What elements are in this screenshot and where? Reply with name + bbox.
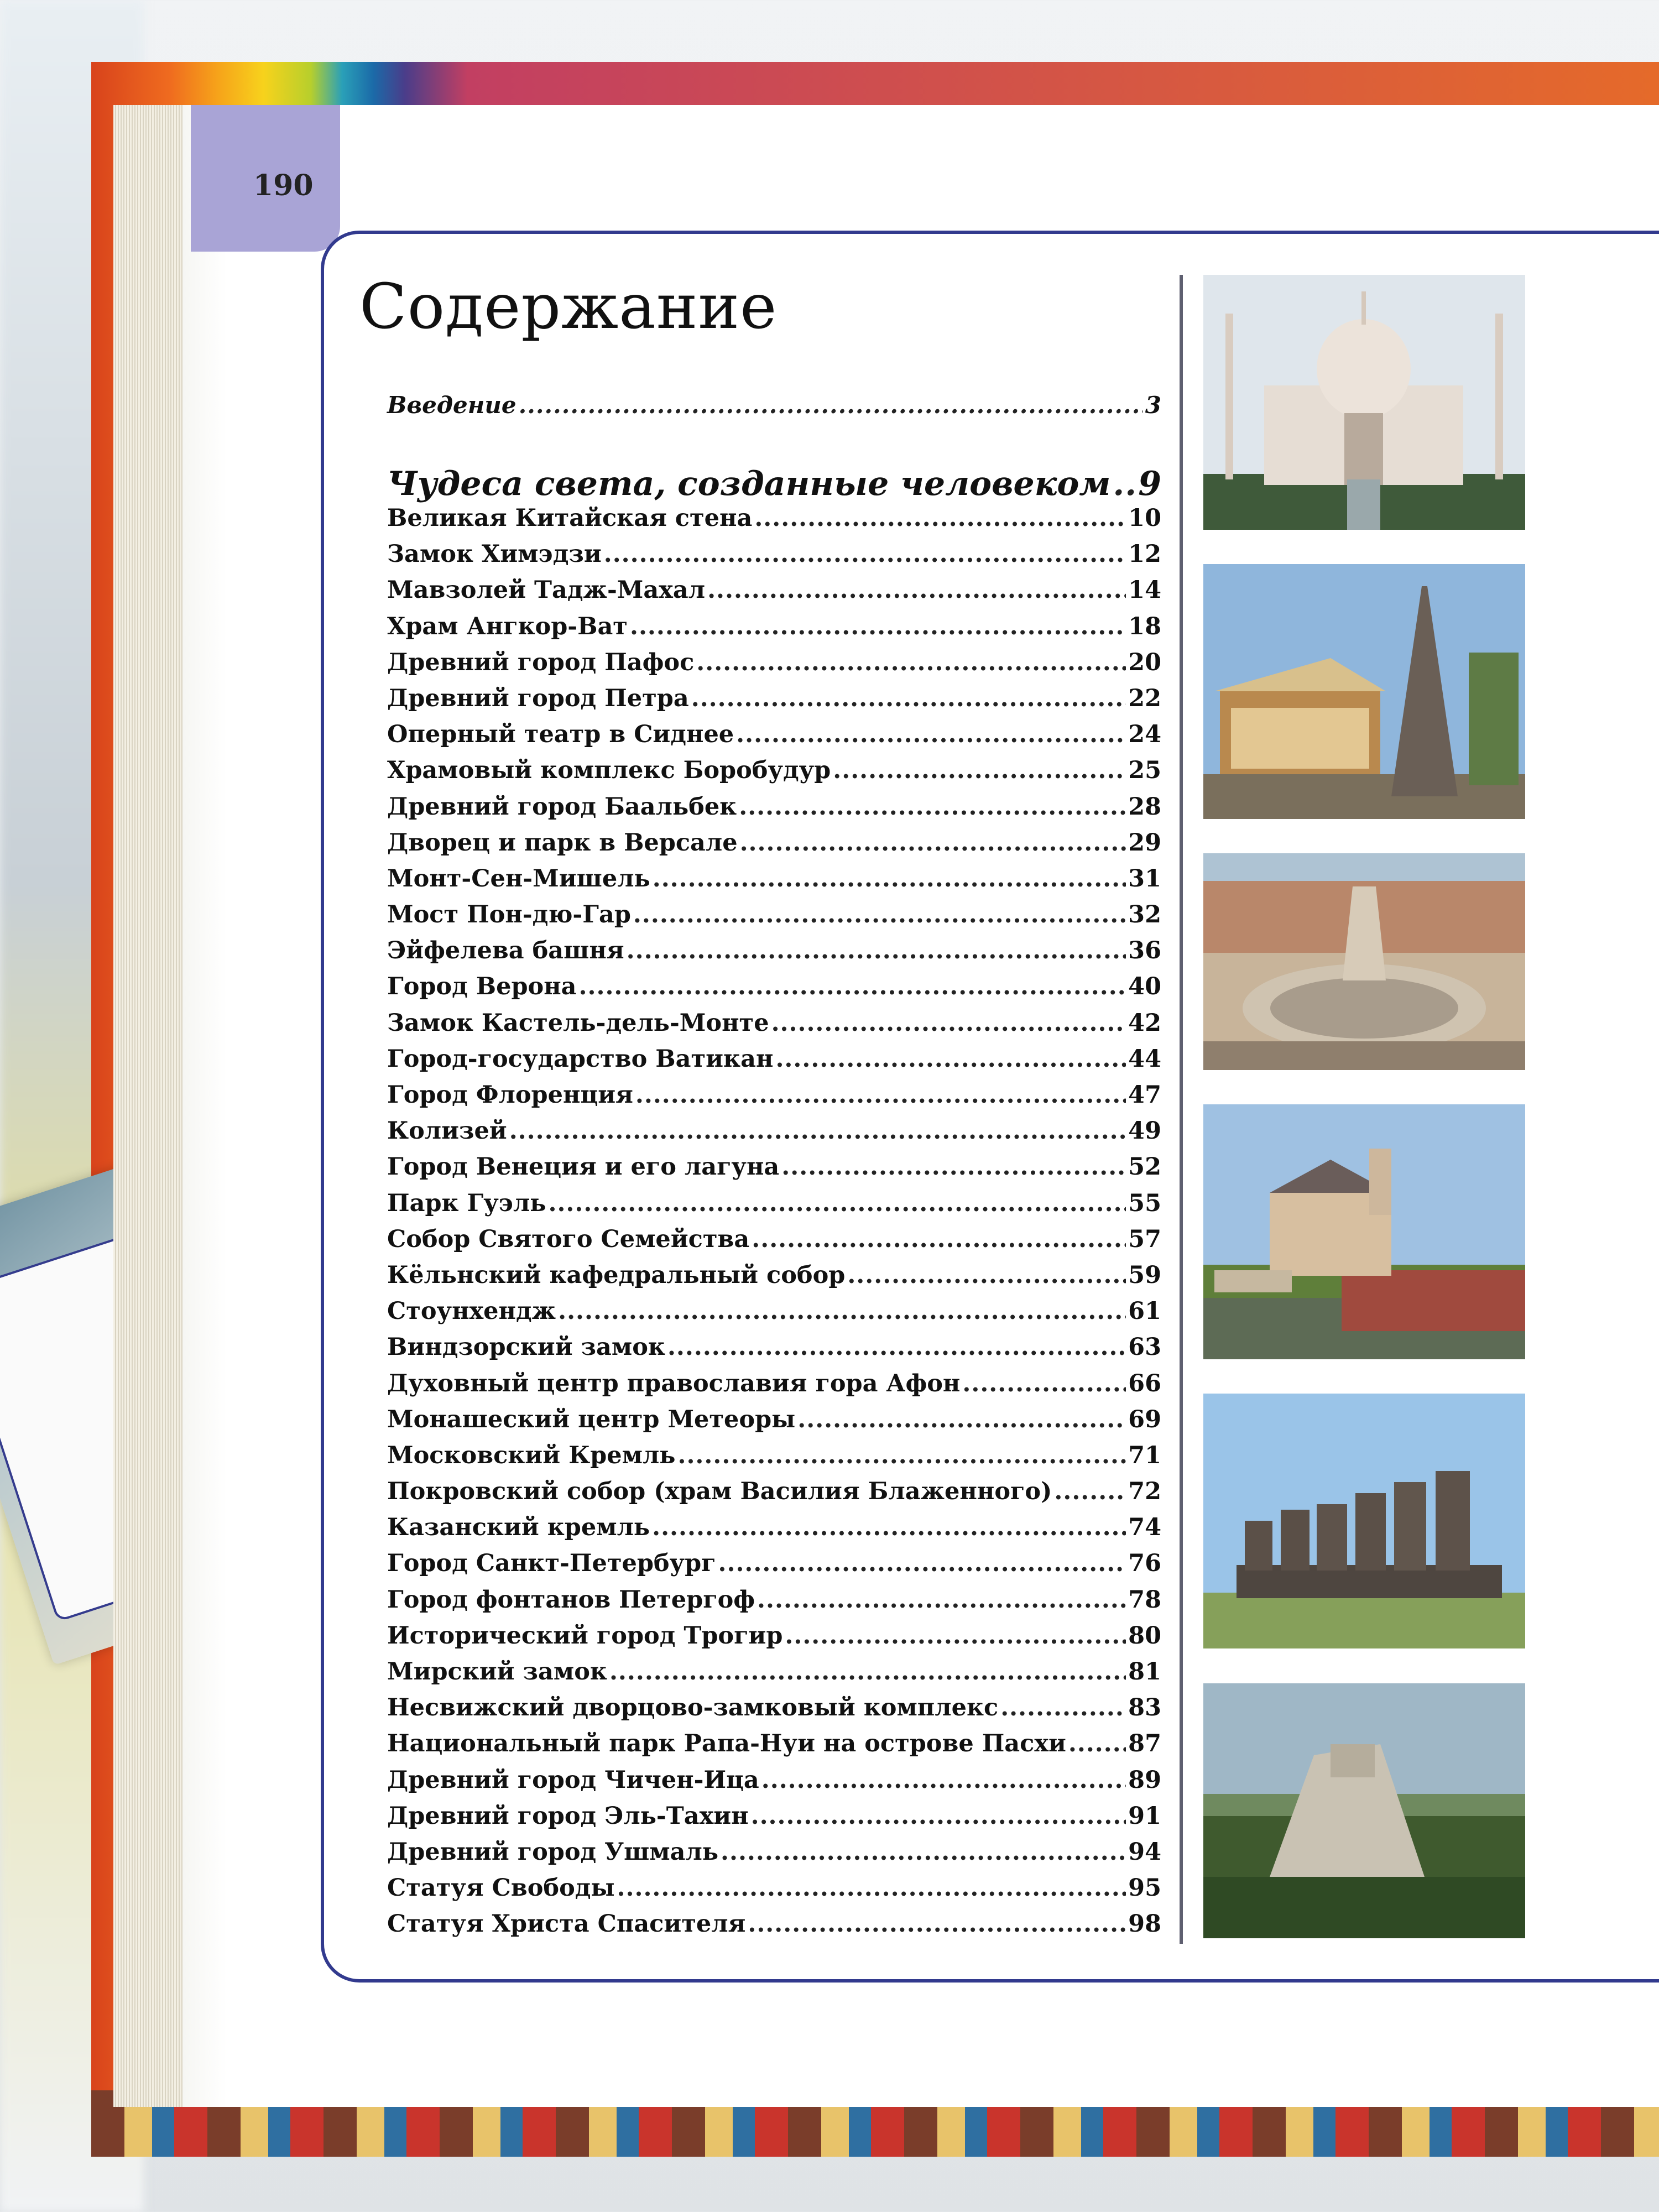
toc-entry-page: 83 — [1128, 1694, 1161, 1722]
toc-entry-title: Мавзолей Тадж-Махал — [387, 576, 706, 604]
dot-leader — [781, 1153, 1126, 1181]
toc-entry[interactable] — [387, 1333, 1161, 1369]
toc-entry-title: Город Верона — [387, 973, 577, 1001]
toc-entry-page: 89 — [1128, 1766, 1161, 1794]
toc-entry-page: 66 — [1128, 1369, 1161, 1397]
dot-leader — [962, 1370, 1126, 1397]
toc-entry[interactable] — [387, 1190, 1161, 1225]
dot-leader — [652, 1514, 1126, 1541]
dot-leader — [630, 613, 1126, 640]
toc-intro-page: 3 — [1145, 392, 1161, 419]
dot-leader — [519, 392, 1143, 419]
dot-leader — [752, 1225, 1126, 1253]
toc-entry-title: Город Санкт-Петербург — [387, 1550, 716, 1578]
toc-entry-page: 14 — [1128, 576, 1161, 604]
toc-entry[interactable] — [387, 1694, 1161, 1730]
toc-entry-title: Храмовый комплекс Боробудур — [387, 757, 831, 785]
toc-entry[interactable] — [387, 1802, 1161, 1838]
toc-entry[interactable] — [387, 576, 1161, 612]
toc-entry-page: 94 — [1128, 1838, 1161, 1866]
toc-entry-page: 57 — [1128, 1225, 1161, 1253]
toc-entry[interactable] — [387, 1261, 1161, 1297]
column-divider — [1180, 275, 1183, 1944]
toc-entry-title: Виндзорский замок — [387, 1333, 665, 1361]
dot-leader — [1113, 465, 1136, 503]
dot-leader — [653, 865, 1126, 893]
toc-entry[interactable] — [387, 937, 1161, 973]
toc-entry[interactable] — [387, 757, 1161, 792]
toc-entry-page: 25 — [1128, 757, 1161, 785]
toc-entry[interactable] — [387, 649, 1161, 685]
toc-entry[interactable] — [387, 1370, 1161, 1406]
toc-entry[interactable] — [387, 613, 1161, 649]
dot-leader — [754, 504, 1126, 532]
toc-entry-title: Город фонтанов Петергоф — [387, 1585, 755, 1614]
toc-entry-page: 18 — [1128, 612, 1161, 640]
toc-entry[interactable] — [387, 721, 1161, 757]
dot-leader — [677, 1442, 1126, 1469]
toc-entry-page: 80 — [1128, 1621, 1161, 1650]
toc-entry[interactable] — [387, 1910, 1161, 1946]
table-of-contents — [387, 392, 1161, 1947]
dot-leader — [757, 1586, 1126, 1614]
dot-leader — [1054, 1478, 1126, 1505]
toc-entry-title: Город Флоренция — [387, 1081, 633, 1109]
toc-entry-title: Древний город Петра — [387, 684, 689, 712]
toc-entry[interactable] — [387, 1550, 1161, 1585]
toc-entry-title: Кёльнский кафедральный собор — [387, 1261, 846, 1289]
dot-leader — [635, 1081, 1126, 1109]
toc-entry-page: 44 — [1128, 1045, 1161, 1073]
toc-entry-page: 74 — [1128, 1514, 1161, 1542]
toc-section-title: Чудеса света, созданные человеком — [387, 465, 1111, 503]
toc-entry-title: Московский Кремль — [387, 1441, 676, 1469]
dot-leader — [1068, 1730, 1126, 1757]
toc-entry-title: Дворец и парк в Версале — [387, 828, 738, 857]
toc-entries — [387, 504, 1161, 1947]
toc-entry-page: 42 — [1128, 1009, 1161, 1037]
dot-leader — [771, 1009, 1126, 1037]
toc-entry[interactable] — [387, 829, 1161, 865]
dot-leader — [509, 1117, 1126, 1145]
toc-entry-title: Собор Святого Семейства — [387, 1225, 750, 1253]
photo-nesvizh-castle — [1203, 1104, 1525, 1359]
toc-entry-title: Казанский кремль — [387, 1514, 650, 1542]
page-title: Содержание — [359, 271, 778, 343]
dot-leader — [1000, 1694, 1126, 1721]
toc-entry-title: Парк Гуэль — [387, 1189, 546, 1217]
dot-leader — [609, 1658, 1126, 1686]
toc-entry-page: 32 — [1128, 901, 1161, 929]
dot-leader — [721, 1838, 1126, 1866]
toc-entry-page: 31 — [1128, 864, 1161, 893]
dot-leader — [707, 576, 1126, 604]
toc-entry[interactable] — [387, 685, 1161, 721]
dot-leader — [558, 1297, 1126, 1325]
toc-entry-title: Исторический город Трогир — [387, 1621, 783, 1650]
photo-paris-carousel — [1203, 564, 1525, 819]
toc-entry[interactable] — [387, 1117, 1161, 1153]
toc-entry-title: Статуя Христа Спасителя — [387, 1910, 746, 1938]
photo-uxmal-pyramid — [1203, 1683, 1525, 1938]
toc-intro[interactable] — [387, 392, 1161, 430]
toc-entry-page: 81 — [1128, 1658, 1161, 1686]
toc-entry-title: Древний город Ушмаль — [387, 1838, 718, 1866]
toc-entry[interactable] — [387, 540, 1161, 576]
toc-entry-page: 63 — [1128, 1333, 1161, 1361]
toc-entry-title: Эйфелева башня — [387, 937, 624, 965]
toc-entry-title: Мирский замок — [387, 1658, 607, 1686]
toc-entry-title: Оперный театр в Сиднее — [387, 721, 734, 749]
toc-entry-title: Статуя Свободы — [387, 1874, 615, 1902]
dot-leader — [718, 1550, 1126, 1577]
dot-leader — [604, 540, 1126, 568]
toc-entry[interactable] — [387, 1658, 1161, 1694]
photo-moai-statues — [1203, 1394, 1525, 1648]
toc-entry[interactable] — [387, 1406, 1161, 1442]
toc-intro-title: Введение — [387, 392, 517, 419]
toc-entry-page: 78 — [1128, 1585, 1161, 1614]
toc-entry-title: Замок Химэдзи — [387, 540, 602, 568]
dot-leader — [696, 649, 1126, 676]
toc-entry-page: 29 — [1128, 828, 1161, 857]
toc-entry-page: 12 — [1128, 540, 1161, 568]
toc-entry-title: Город Венеция и его лагуна — [387, 1153, 780, 1181]
toc-entry[interactable] — [387, 793, 1161, 829]
toc-entry-page: 69 — [1128, 1405, 1161, 1433]
toc-entry[interactable] — [387, 1838, 1161, 1874]
toc-entry-title: Храм Ангкор-Ват — [387, 612, 628, 640]
dot-leader — [785, 1622, 1126, 1650]
photo-taj-mahal — [1203, 275, 1525, 530]
toc-entry-page: 98 — [1128, 1910, 1161, 1938]
toc-entry-title: Мост Пон-дю-Гар — [387, 901, 631, 929]
dot-leader — [633, 901, 1126, 928]
toc-entry[interactable] — [387, 1586, 1161, 1622]
toc-entry-page: 55 — [1128, 1189, 1161, 1217]
toc-entry[interactable] — [387, 1874, 1161, 1910]
toc-entry-title: Монт-Сен-Мишель — [387, 864, 650, 893]
toc-entry-title: Древний город Пафос — [387, 648, 695, 676]
toc-entry-page: 91 — [1128, 1802, 1161, 1830]
toc-entry-page: 10 — [1128, 504, 1161, 532]
toc-entry-title: Город-государство Ватикан — [387, 1045, 774, 1073]
toc-entry-page: 36 — [1128, 937, 1161, 965]
toc-entry[interactable] — [387, 1478, 1161, 1514]
toc-entry-title: Великая Китайская стена — [387, 504, 753, 532]
toc-entry[interactable] — [387, 973, 1161, 1009]
dot-leader — [833, 757, 1126, 784]
toc-entry-page: 28 — [1128, 792, 1161, 821]
photo-vatican — [1203, 853, 1525, 1070]
toc-entry[interactable] — [387, 1766, 1161, 1802]
toc-entry-page: 49 — [1128, 1117, 1161, 1145]
toc-entry-page: 24 — [1128, 721, 1161, 749]
toc-entry-page: 72 — [1128, 1478, 1161, 1506]
dot-leader — [579, 973, 1126, 1000]
toc-entry-title: Монашеский центр Метеоры — [387, 1405, 796, 1433]
toc-entry-page: 59 — [1128, 1261, 1161, 1289]
toc-entry[interactable] — [387, 1297, 1161, 1333]
toc-entry-title: Колизей — [387, 1117, 507, 1145]
page-edges — [113, 105, 185, 2107]
toc-section-heading[interactable] — [387, 465, 1161, 504]
toc-entry-title: Стоунхендж — [387, 1297, 556, 1326]
dot-leader — [691, 685, 1126, 712]
toc-entry-title: Духовный центр православия гора Афон — [387, 1369, 961, 1397]
toc-section-page: 9 — [1138, 465, 1161, 503]
toc-entry[interactable] — [387, 1730, 1161, 1766]
toc-entry[interactable] — [387, 901, 1161, 937]
dot-leader — [775, 1045, 1126, 1073]
toc-entry-title: Покровский собор (храм Василия Блаженного) — [387, 1478, 1052, 1506]
toc-entry[interactable] — [387, 1514, 1161, 1550]
dot-leader — [736, 721, 1126, 748]
dot-leader — [667, 1333, 1126, 1361]
dot-leader — [751, 1802, 1126, 1830]
toc-entry[interactable] — [387, 865, 1161, 901]
dot-leader — [748, 1910, 1126, 1938]
dot-leader — [847, 1261, 1126, 1289]
toc-entry[interactable] — [387, 1045, 1161, 1081]
toc-entry[interactable] — [387, 1225, 1161, 1261]
toc-entry-title: Древний город Эль-Тахин — [387, 1802, 749, 1830]
toc-entry-page: 22 — [1128, 684, 1161, 712]
toc-entry[interactable] — [387, 1622, 1161, 1658]
dot-leader — [627, 937, 1126, 964]
toc-entry[interactable] — [387, 504, 1161, 540]
dot-leader — [548, 1190, 1126, 1217]
dot-leader — [761, 1766, 1126, 1794]
dot-leader — [739, 793, 1126, 821]
toc-entry[interactable] — [387, 1442, 1161, 1478]
toc-entry-page: 20 — [1128, 648, 1161, 676]
toc-entry-page: 47 — [1128, 1081, 1161, 1109]
toc-entry[interactable] — [387, 1009, 1161, 1045]
toc-entry[interactable] — [387, 1153, 1161, 1189]
toc-entry-page: 71 — [1128, 1441, 1161, 1469]
dot-leader — [740, 829, 1126, 857]
toc-entry[interactable] — [387, 1081, 1161, 1117]
toc-entry-title: Замок Кастель-дель-Монте — [387, 1009, 769, 1037]
dot-leader — [617, 1874, 1126, 1902]
toc-entry-title: Национальный парк Рапа-Нуи на острове Пасхи — [387, 1730, 1066, 1758]
toc-entry-page: 40 — [1128, 973, 1161, 1001]
dot-leader — [797, 1406, 1126, 1433]
toc-entry-page: 52 — [1128, 1153, 1161, 1181]
toc-entry-title: Несвижский дворцово-замковый комплекс — [387, 1694, 999, 1722]
page-number: 190 — [253, 169, 314, 202]
toc-entry-title: Древний город Чичен-Ица — [387, 1766, 759, 1794]
toc-entry-page: 76 — [1128, 1550, 1161, 1578]
toc-entry-page: 61 — [1128, 1297, 1161, 1326]
toc-entry-title: Древний город Баальбек — [387, 792, 737, 821]
toc-entry-page: 87 — [1128, 1730, 1161, 1758]
toc-entry-page: 95 — [1128, 1874, 1161, 1902]
